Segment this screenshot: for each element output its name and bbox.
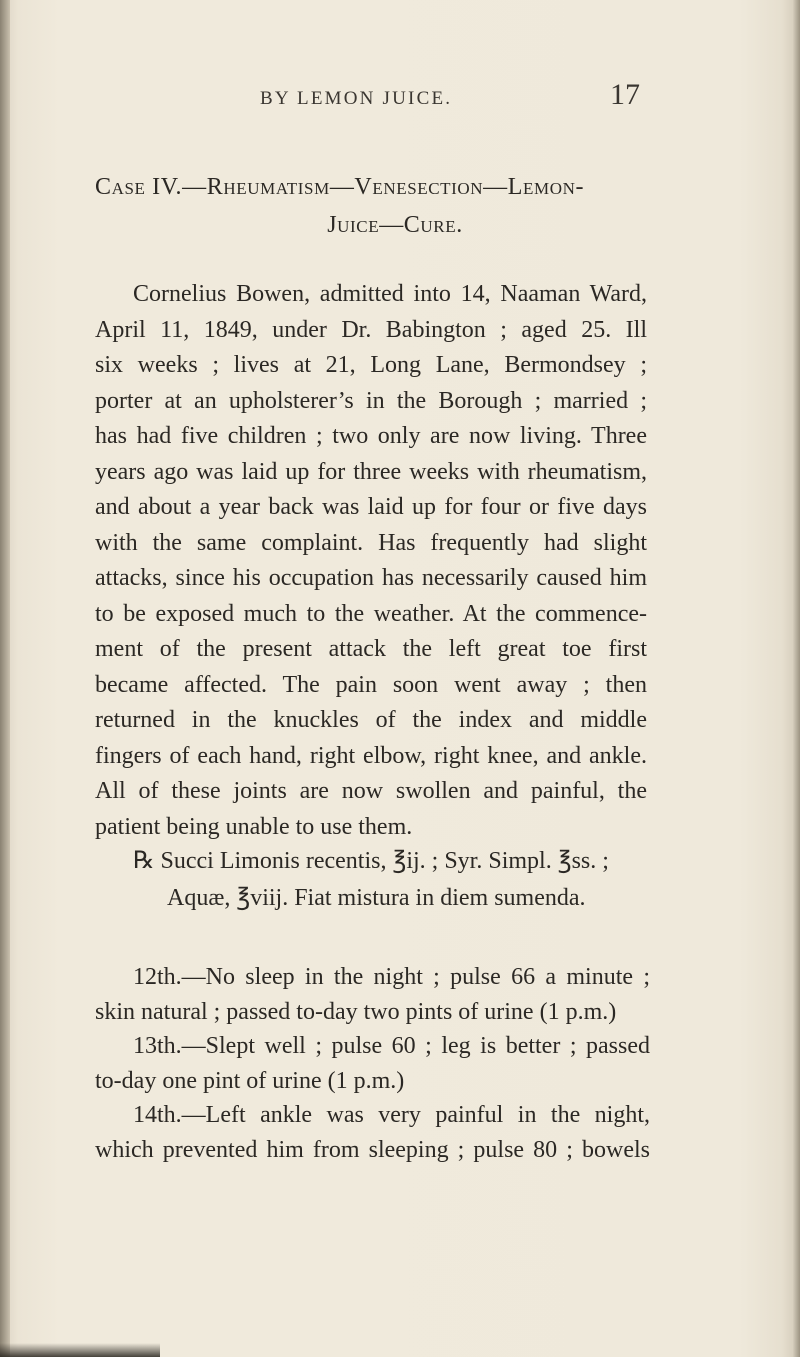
paragraph-line: with the same complaint. Has frequently had slight [95, 529, 647, 556]
paragraph-line: has had five children ; two only are now living. Three [95, 423, 647, 449]
note-line: 12th.—No sleep in the night ; pulse 66 a minute ; [133, 964, 650, 990]
case-paragraph [95, 277, 647, 845]
bottom-corner-shadow [0, 1343, 160, 1357]
paragraph-line: years ago was laid up for three weeks with rheumatism, [95, 458, 647, 485]
paragraph-line: Cornelius Bowen, admitted into 14, Naaman Ward, [133, 281, 647, 307]
paragraph-line: returned in the knuckles of the index and middle [95, 707, 647, 733]
paragraph-line: fingers of each hand, right elbow, right knee, and ankle. [95, 742, 647, 769]
running-head: BY LEMON JUICE. [260, 88, 453, 109]
prescription [95, 843, 655, 917]
note-line: skin natural ; passed to-day two pints of urine (1 p.m.) [95, 998, 617, 1025]
paragraph-line: attacks, since his occupation has necessarily caused him [95, 565, 647, 591]
prescription-line-2: Aquæ, ℥viij. Fiat mistura in diem sumenda. [167, 885, 586, 911]
prescription-line-1: ℞ Succi Limonis recentis, ℥ij. ; Syr. Simpl. ℥ss. ; [133, 848, 609, 874]
page-number: 17 [610, 78, 640, 111]
paragraph-line: All of these joints are now swollen and painful, the [95, 778, 647, 804]
daily-notes [95, 960, 650, 1167]
paragraph-line: April 11, 1849, under Dr. Babington ; aged 25. Ill [95, 316, 647, 343]
paragraph-line: six weeks ; lives at 21, Long Lane, Bermondsey ; [95, 352, 647, 378]
paragraph-line: to be exposed much to the weather. At the commence- [95, 600, 647, 627]
case-title-line-2: Juice—Cure. [327, 212, 463, 238]
paragraph-line: ment of the present attack the left great toe first [95, 636, 647, 662]
page-gutter-shadow [0, 0, 10, 1357]
page-edge-shadow [792, 0, 800, 1357]
paragraph-line: porter at an upholsterer’s in the Borough ; married ; [95, 387, 647, 414]
note-line: which prevented him from sleeping ; pulse 80 ; bowels [95, 1136, 650, 1163]
note-line: to-day one pint of urine (1 p.m.) [95, 1067, 405, 1094]
note-line: 14th.—Left ankle was very painful in the night, [133, 1102, 650, 1128]
paragraph-line: and about a year back was laid up for four or five days [95, 494, 647, 520]
case-title [95, 168, 695, 244]
case-title-line-1: Case IV.—Rheumatism—Venesection—Lemon- [95, 174, 585, 200]
paragraph-line: became affected. The pain soon went away ; then [95, 671, 647, 698]
note-line: 13th.—Slept well ; pulse 60 ; leg is better ; passed [133, 1033, 650, 1059]
paragraph-line: patient being unable to use them. [95, 813, 413, 840]
